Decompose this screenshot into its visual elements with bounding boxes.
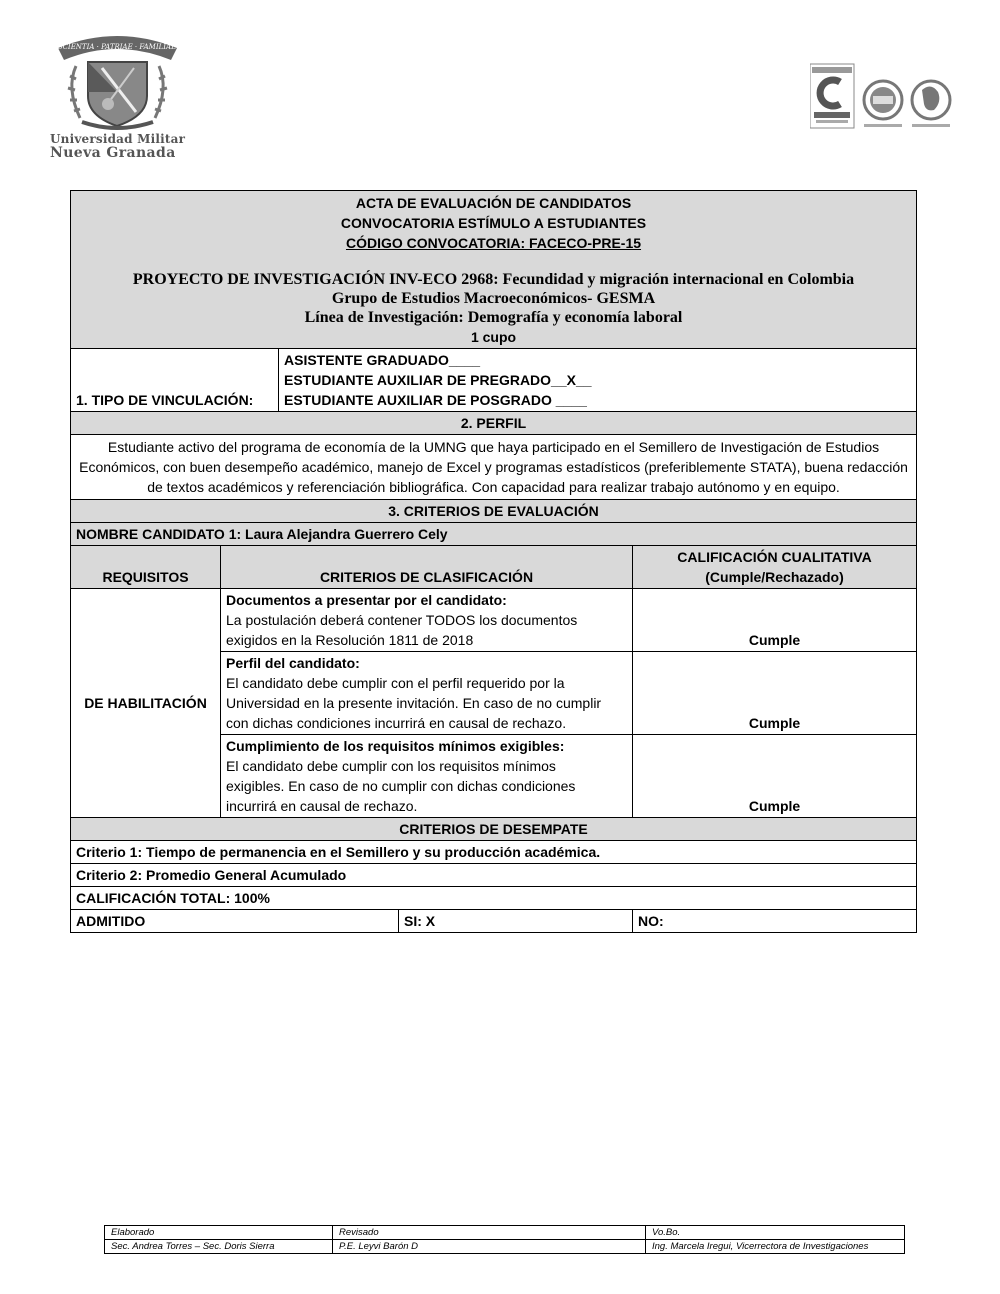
result-requisitos-minimos: Cumple xyxy=(633,735,917,818)
col-calificacion xyxy=(633,546,917,589)
perfil-text: Estudiante activo del programa de economía de la UMNG que haya participado en el Semillero de Investigación de Estudios Económicos, con buen desempeño académico, manejo de Excel y programas estadísticos (preferiblemente STATA), buena redacción de textos académicos y referenciación bibliográfica. Con capacidad para realizar trabajo autónomo y en equipo. xyxy=(71,435,917,500)
evaluation-table xyxy=(70,190,917,933)
university-name-line1: Universidad Militar xyxy=(50,132,186,146)
footer-vobo-value: Ing. Marcela Iregui, Vicerrectora de Investigaciones xyxy=(646,1240,905,1254)
gp-logo-icon xyxy=(912,81,950,127)
footer-approval-table xyxy=(104,1225,905,1254)
perfil-heading: 2. PERFIL xyxy=(71,412,917,435)
acta-title: ACTA DE EVALUACIÓN DE CANDIDATOS xyxy=(355,195,632,211)
footer-elaborado-value: Sec. Andrea Torres – Sec. Doris Sierra xyxy=(105,1240,333,1254)
crest-motto-text: SCIENTIA · PATRIAE · FAMILIAE xyxy=(57,43,177,51)
certification-logos xyxy=(810,62,955,132)
project-title: PROYECTO DE INVESTIGACIÓN INV-ECO 2968: Fecundidad y migración internacional en Colombia xyxy=(132,271,855,288)
footer-vobo-label: Vo.Bo. xyxy=(646,1226,905,1240)
group-habilitacion: DE HABILITACIÓN xyxy=(71,589,221,818)
cupo-count: 1 cupo xyxy=(470,329,517,345)
vinculacion-options xyxy=(279,349,917,412)
footer-revisado-label: Revisado xyxy=(333,1226,646,1240)
footer-revisado-value: P.E. Leyvi Barón D xyxy=(333,1240,646,1254)
criterion-line: incurrirá en causal de rechazo. xyxy=(226,798,418,814)
university-logo xyxy=(50,26,185,166)
acta-codigo: CÓDIGO CONVOCATORIA: FACECO-PRE-15 xyxy=(345,235,642,251)
criterios-heading: 3. CRITERIOS DE EVALUACIÓN xyxy=(71,500,917,523)
criterion-line: exigidos en la Resolución 1811 de 2018 xyxy=(226,632,474,648)
option-auxiliar-pregrado: ESTUDIANTE AUXILIAR DE PREGRADO__X__ xyxy=(284,372,592,388)
col-criterios: CRITERIOS DE CLASIFICACIÓN xyxy=(221,546,633,589)
criterion-requisitos-minimos xyxy=(221,735,633,818)
result-documentos: Cumple xyxy=(633,589,917,652)
result-perfil: Cumple xyxy=(633,652,917,735)
criterion-title: Cumplimiento de los requisitos mínimos exigibles: xyxy=(226,738,565,754)
research-line: Línea de Investigación: Demografía y economía laboral xyxy=(304,309,683,326)
university-name xyxy=(50,132,190,160)
footer-elaborado-label: Elaborado xyxy=(105,1226,333,1240)
criterion-line: con dichas condiciones incurrirá en causal de rechazo. xyxy=(226,715,567,731)
acta-convocatoria: CONVOCATORIA ESTÍMULO A ESTUDIANTES xyxy=(340,215,647,231)
icontec-logo-icon xyxy=(810,64,854,128)
iqnet-logo-icon xyxy=(864,81,902,127)
acta-header xyxy=(71,191,917,349)
col-calificacion-line2: (Cumple/Rechazado) xyxy=(705,569,844,585)
option-asistente-graduado: ASISTENTE GRADUADO____ xyxy=(284,352,481,368)
col-calificacion-line1: CALIFICACIÓN CUALITATIVA xyxy=(677,549,872,565)
criterion-line: La postulación deberá contener TODOS los documentos xyxy=(226,612,578,628)
option-auxiliar-posgrado: ESTUDIANTE AUXILIAR DE POSGRADO ____ xyxy=(284,392,587,408)
university-crest-icon xyxy=(50,26,185,132)
admitido-no: NO: xyxy=(633,910,917,933)
admitido-si: SI: X xyxy=(399,910,633,933)
criterion-line: exigibles. En caso de no cumplir con dichas condiciones xyxy=(226,778,576,794)
criterion-line: El candidato debe cumplir con los requisitos mínimos xyxy=(226,758,556,774)
research-group: Grupo de Estudios Macroeconómicos- GESMA xyxy=(331,290,656,307)
desempate-criterio-2: Criterio 2: Promedio General Acumulado xyxy=(71,864,917,887)
candidate-name: NOMBRE CANDIDATO 1: Laura Alejandra Guerrero Cely xyxy=(71,523,917,546)
criterion-line: Universidad en la presente invitación. En caso de no cumplir xyxy=(226,695,602,711)
criterion-line: El candidato debe cumplir con el perfil requerido por la xyxy=(226,675,565,691)
calificacion-total: CALIFICACIÓN TOTAL: 100% xyxy=(71,887,917,910)
criterion-title: Documentos a presentar por el candidato: xyxy=(226,592,507,608)
criterion-documentos xyxy=(221,589,633,652)
criterion-title: Perfil del candidato: xyxy=(226,655,360,671)
desempate-criterio-1: Criterio 1: Tiempo de permanencia en el Semillero y su producción académica. xyxy=(71,841,917,864)
criterion-perfil xyxy=(221,652,633,735)
university-name-line2: Nueva Granada xyxy=(50,145,176,161)
col-requisitos: REQUISITOS xyxy=(71,546,221,589)
admitido-label: ADMITIDO xyxy=(71,910,399,933)
desempate-heading: CRITERIOS DE DESEMPATE xyxy=(71,818,917,841)
vinculacion-label: 1. TIPO DE VINCULACIÓN: xyxy=(71,349,279,412)
